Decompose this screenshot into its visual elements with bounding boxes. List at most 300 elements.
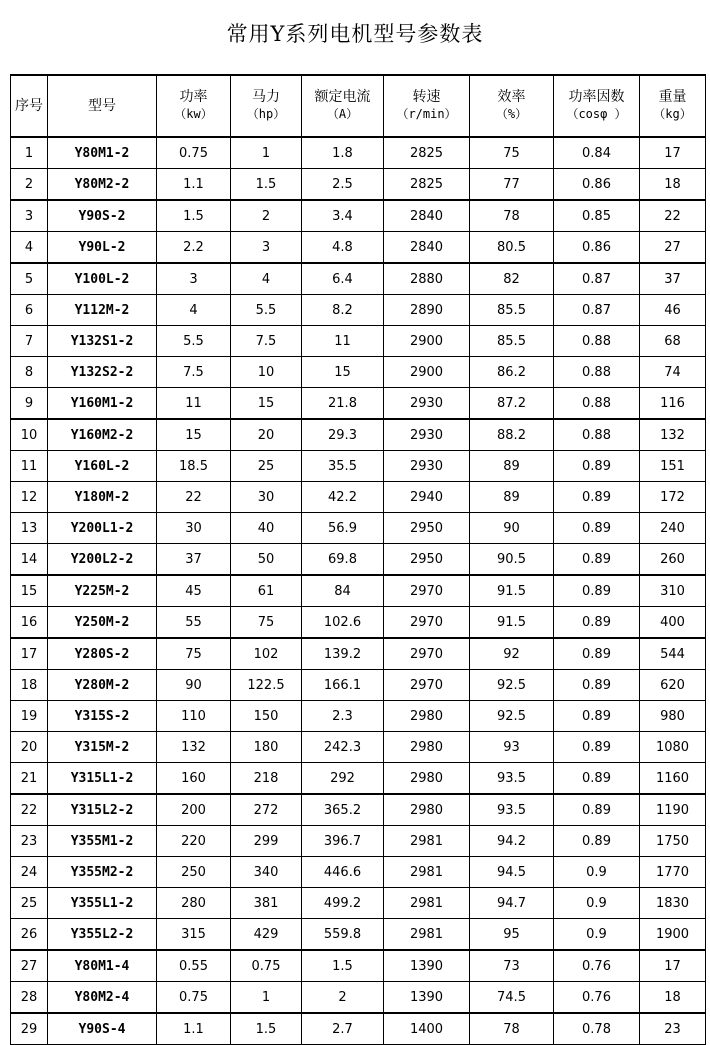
cell-model: Y132S2-2: [48, 357, 157, 388]
cell-efficiency: 78: [470, 1013, 554, 1045]
cell-index: 1: [11, 137, 48, 169]
cell-speed: 2880: [384, 263, 470, 295]
cell-weight: 172: [640, 482, 706, 513]
table-row: [11, 670, 706, 701]
cell-current: 11: [302, 326, 384, 357]
cell-weight: 27: [640, 232, 706, 264]
cell-horsepower: 20: [231, 419, 302, 451]
cell-model: Y200L1-2: [48, 513, 157, 544]
cell-model: Y315M-2: [48, 732, 157, 763]
cell-efficiency: 89: [470, 451, 554, 482]
cell-current: 2: [302, 982, 384, 1014]
cell-efficiency: 87.2: [470, 388, 554, 420]
table-row: [11, 451, 706, 482]
header-horsepower: 马力 （hp）: [231, 75, 302, 137]
cell-index: 2: [11, 169, 48, 201]
header-speed: 转速 （r/min）: [384, 75, 470, 137]
cell-index: 26: [11, 919, 48, 951]
table-row: [11, 388, 706, 420]
cell-speed: 1400: [384, 1013, 470, 1045]
cell-model: Y112M-2: [48, 295, 157, 326]
cell-index: 25: [11, 888, 48, 919]
cell-index: 14: [11, 544, 48, 576]
cell-current: 8.2: [302, 295, 384, 326]
cell-speed: 2970: [384, 607, 470, 639]
cell-index: 22: [11, 794, 48, 826]
cell-current: 42.2: [302, 482, 384, 513]
cell-speed: 2930: [384, 388, 470, 420]
cell-power: 5.5: [157, 326, 231, 357]
cell-model: Y160L-2: [48, 451, 157, 482]
cell-horsepower: 25: [231, 451, 302, 482]
cell-power: 22: [157, 482, 231, 513]
cell-speed: 2900: [384, 357, 470, 388]
cell-efficiency: 95: [470, 919, 554, 951]
cell-horsepower: 340: [231, 857, 302, 888]
cell-efficiency: 91.5: [470, 575, 554, 607]
cell-power: 30: [157, 513, 231, 544]
cell-speed: 2930: [384, 419, 470, 451]
cell-speed: 1390: [384, 950, 470, 982]
cell-weight: 18: [640, 169, 706, 201]
table-row: [11, 763, 706, 795]
cell-power: 220: [157, 826, 231, 857]
cell-current: 559.8: [302, 919, 384, 951]
cell-index: 29: [11, 1013, 48, 1045]
cell-horsepower: 272: [231, 794, 302, 826]
cell-power: 200: [157, 794, 231, 826]
cell-efficiency: 89: [470, 482, 554, 513]
cell-efficiency: 73: [470, 950, 554, 982]
cell-efficiency: 93.5: [470, 794, 554, 826]
cell-weight: 17: [640, 950, 706, 982]
cell-index: 5: [11, 263, 48, 295]
cell-model: Y160M2-2: [48, 419, 157, 451]
cell-speed: 2825: [384, 169, 470, 201]
cell-model: Y80M1-4: [48, 950, 157, 982]
cell-horsepower: 1: [231, 137, 302, 169]
cell-power-factor: 0.89: [554, 513, 640, 544]
page-title: 常用Y系列电机型号参数表: [226, 22, 484, 46]
motor-parameter-table: [10, 74, 706, 1045]
cell-speed: 2950: [384, 544, 470, 576]
table-row: [11, 794, 706, 826]
cell-horsepower: 122.5: [231, 670, 302, 701]
cell-weight: 1770: [640, 857, 706, 888]
cell-weight: 1900: [640, 919, 706, 951]
cell-weight: 46: [640, 295, 706, 326]
header-power-factor: 功率因数 （cosφ ）: [554, 75, 640, 137]
cell-current: 35.5: [302, 451, 384, 482]
cell-weight: 400: [640, 607, 706, 639]
cell-horsepower: 10: [231, 357, 302, 388]
cell-power: 3: [157, 263, 231, 295]
cell-power-factor: 0.84: [554, 137, 640, 169]
cell-model: Y90S-2: [48, 200, 157, 232]
cell-index: 24: [11, 857, 48, 888]
header-model: 型号: [48, 75, 157, 137]
cell-index: 15: [11, 575, 48, 607]
cell-speed: 2981: [384, 826, 470, 857]
table-row: [11, 137, 706, 169]
header-power: 功率 （kw）: [157, 75, 231, 137]
cell-index: 17: [11, 638, 48, 670]
cell-horsepower: 30: [231, 482, 302, 513]
cell-horsepower: 429: [231, 919, 302, 951]
header-index: 序号: [11, 75, 48, 137]
cell-power-factor: 0.89: [554, 732, 640, 763]
cell-efficiency: 74.5: [470, 982, 554, 1014]
cell-power-factor: 0.9: [554, 919, 640, 951]
cell-speed: 1390: [384, 982, 470, 1014]
cell-current: 139.2: [302, 638, 384, 670]
cell-power-factor: 0.89: [554, 794, 640, 826]
cell-weight: 22: [640, 200, 706, 232]
cell-power-factor: 0.89: [554, 670, 640, 701]
cell-power-factor: 0.88: [554, 419, 640, 451]
cell-current: 69.8: [302, 544, 384, 576]
cell-model: Y80M1-2: [48, 137, 157, 169]
cell-power-factor: 0.87: [554, 295, 640, 326]
cell-horsepower: 0.75: [231, 950, 302, 982]
header-rated-current: 额定电流 （A）: [302, 75, 384, 137]
cell-power-factor: 0.86: [554, 232, 640, 264]
cell-efficiency: 91.5: [470, 607, 554, 639]
cell-current: 396.7: [302, 826, 384, 857]
table-row: [11, 232, 706, 264]
cell-current: 292: [302, 763, 384, 795]
cell-horsepower: 1: [231, 982, 302, 1014]
cell-horsepower: 102: [231, 638, 302, 670]
cell-current: 56.9: [302, 513, 384, 544]
cell-efficiency: 85.5: [470, 295, 554, 326]
cell-power-factor: 0.88: [554, 326, 640, 357]
cell-model: Y355L1-2: [48, 888, 157, 919]
cell-model: Y100L-2: [48, 263, 157, 295]
table-row: [11, 1013, 706, 1045]
cell-current: 1.8: [302, 137, 384, 169]
cell-horsepower: 7.5: [231, 326, 302, 357]
cell-weight: 240: [640, 513, 706, 544]
table-row: [11, 544, 706, 576]
cell-power-factor: 0.86: [554, 169, 640, 201]
cell-index: 8: [11, 357, 48, 388]
cell-weight: 620: [640, 670, 706, 701]
cell-efficiency: 90: [470, 513, 554, 544]
cell-power: 11: [157, 388, 231, 420]
cell-weight: 151: [640, 451, 706, 482]
cell-model: Y355L2-2: [48, 919, 157, 951]
cell-efficiency: 86.2: [470, 357, 554, 388]
cell-speed: 2825: [384, 137, 470, 169]
cell-horsepower: 1.5: [231, 1013, 302, 1045]
cell-weight: 544: [640, 638, 706, 670]
table-row: [11, 357, 706, 388]
cell-current: 4.8: [302, 232, 384, 264]
cell-weight: 116: [640, 388, 706, 420]
cell-efficiency: 94.7: [470, 888, 554, 919]
cell-horsepower: 218: [231, 763, 302, 795]
table-row: [11, 888, 706, 919]
cell-current: 242.3: [302, 732, 384, 763]
cell-efficiency: 92.5: [470, 670, 554, 701]
cell-model: Y250M-2: [48, 607, 157, 639]
cell-current: 6.4: [302, 263, 384, 295]
cell-speed: 2980: [384, 763, 470, 795]
cell-efficiency: 82: [470, 263, 554, 295]
cell-speed: 2970: [384, 670, 470, 701]
cell-horsepower: 50: [231, 544, 302, 576]
cell-index: 3: [11, 200, 48, 232]
cell-efficiency: 88.2: [470, 419, 554, 451]
cell-model: Y315L1-2: [48, 763, 157, 795]
cell-power-factor: 0.89: [554, 451, 640, 482]
table-row: [11, 638, 706, 670]
cell-speed: 2840: [384, 232, 470, 264]
table-row: [11, 982, 706, 1014]
cell-efficiency: 92: [470, 638, 554, 670]
cell-current: 2.5: [302, 169, 384, 201]
table-header-row: [11, 75, 706, 137]
cell-weight: 310: [640, 575, 706, 607]
cell-power-factor: 0.88: [554, 357, 640, 388]
cell-power-factor: 0.78: [554, 1013, 640, 1045]
cell-current: 84: [302, 575, 384, 607]
cell-index: 9: [11, 388, 48, 420]
cell-index: 12: [11, 482, 48, 513]
cell-weight: 1190: [640, 794, 706, 826]
cell-weight: 68: [640, 326, 706, 357]
cell-power: 110: [157, 701, 231, 732]
cell-current: 102.6: [302, 607, 384, 639]
cell-speed: 2940: [384, 482, 470, 513]
cell-model: Y180M-2: [48, 482, 157, 513]
cell-speed: 2981: [384, 857, 470, 888]
table-row: [11, 419, 706, 451]
cell-horsepower: 1.5: [231, 169, 302, 201]
cell-speed: 2840: [384, 200, 470, 232]
cell-weight: 23: [640, 1013, 706, 1045]
cell-current: 29.3: [302, 419, 384, 451]
cell-horsepower: 75: [231, 607, 302, 639]
cell-index: 13: [11, 513, 48, 544]
table-row: [11, 513, 706, 544]
cell-index: 23: [11, 826, 48, 857]
cell-weight: 18: [640, 982, 706, 1014]
cell-power: 250: [157, 857, 231, 888]
cell-model: Y225M-2: [48, 575, 157, 607]
cell-power: 1.1: [157, 1013, 231, 1045]
cell-power-factor: 0.87: [554, 263, 640, 295]
cell-weight: 1160: [640, 763, 706, 795]
cell-power-factor: 0.9: [554, 857, 640, 888]
cell-power: 75: [157, 638, 231, 670]
cell-index: 18: [11, 670, 48, 701]
cell-current: 15: [302, 357, 384, 388]
table-row: [11, 169, 706, 201]
cell-speed: 2950: [384, 513, 470, 544]
cell-efficiency: 92.5: [470, 701, 554, 732]
cell-model: Y80M2-4: [48, 982, 157, 1014]
cell-speed: 2980: [384, 701, 470, 732]
cell-weight: 17: [640, 137, 706, 169]
cell-index: 19: [11, 701, 48, 732]
cell-speed: 2890: [384, 295, 470, 326]
cell-model: Y280M-2: [48, 670, 157, 701]
cell-efficiency: 80.5: [470, 232, 554, 264]
cell-power: 15: [157, 419, 231, 451]
cell-horsepower: 15: [231, 388, 302, 420]
cell-current: 21.8: [302, 388, 384, 420]
cell-power: 55: [157, 607, 231, 639]
cell-index: 6: [11, 295, 48, 326]
cell-power-factor: 0.89: [554, 763, 640, 795]
cell-power: 4: [157, 295, 231, 326]
cell-power: 2.2: [157, 232, 231, 264]
cell-horsepower: 61: [231, 575, 302, 607]
cell-power-factor: 0.89: [554, 826, 640, 857]
cell-power: 0.75: [157, 137, 231, 169]
cell-weight: 132: [640, 419, 706, 451]
cell-weight: 1830: [640, 888, 706, 919]
cell-current: 166.1: [302, 670, 384, 701]
cell-power: 132: [157, 732, 231, 763]
cell-horsepower: 3: [231, 232, 302, 264]
cell-model: Y280S-2: [48, 638, 157, 670]
table-row: [11, 732, 706, 763]
cell-model: Y200L2-2: [48, 544, 157, 576]
cell-power: 45: [157, 575, 231, 607]
cell-index: 10: [11, 419, 48, 451]
cell-power-factor: 0.89: [554, 701, 640, 732]
cell-weight: 980: [640, 701, 706, 732]
cell-power-factor: 0.89: [554, 607, 640, 639]
table-row: [11, 263, 706, 295]
cell-index: 27: [11, 950, 48, 982]
cell-power: 1.5: [157, 200, 231, 232]
table-row: [11, 701, 706, 732]
cell-efficiency: 94.2: [470, 826, 554, 857]
cell-speed: 2970: [384, 638, 470, 670]
cell-power-factor: 0.89: [554, 482, 640, 513]
cell-weight: 1750: [640, 826, 706, 857]
cell-current: 2.3: [302, 701, 384, 732]
cell-efficiency: 78: [470, 200, 554, 232]
cell-power: 1.1: [157, 169, 231, 201]
header-weight: 重量 （kg）: [640, 75, 706, 137]
table-row: [11, 607, 706, 639]
cell-power-factor: 0.89: [554, 575, 640, 607]
table-body: [11, 137, 706, 1045]
table-row: [11, 826, 706, 857]
cell-model: Y90S-4: [48, 1013, 157, 1045]
cell-model: Y355M1-2: [48, 826, 157, 857]
cell-weight: 37: [640, 263, 706, 295]
cell-horsepower: 150: [231, 701, 302, 732]
cell-power-factor: 0.89: [554, 544, 640, 576]
cell-model: Y315S-2: [48, 701, 157, 732]
cell-efficiency: 93.5: [470, 763, 554, 795]
cell-power: 280: [157, 888, 231, 919]
cell-horsepower: 5.5: [231, 295, 302, 326]
cell-index: 7: [11, 326, 48, 357]
cell-index: 16: [11, 607, 48, 639]
cell-power-factor: 0.76: [554, 950, 640, 982]
table-row: [11, 857, 706, 888]
cell-horsepower: 180: [231, 732, 302, 763]
cell-speed: 2981: [384, 919, 470, 951]
cell-power-factor: 0.88: [554, 388, 640, 420]
cell-model: Y355M2-2: [48, 857, 157, 888]
cell-index: 4: [11, 232, 48, 264]
cell-model: Y132S1-2: [48, 326, 157, 357]
cell-power: 90: [157, 670, 231, 701]
cell-power: 37: [157, 544, 231, 576]
cell-power: 0.55: [157, 950, 231, 982]
cell-efficiency: 85.5: [470, 326, 554, 357]
cell-speed: 2981: [384, 888, 470, 919]
cell-horsepower: 4: [231, 263, 302, 295]
cell-model: Y315L2-2: [48, 794, 157, 826]
cell-model: Y90L-2: [48, 232, 157, 264]
cell-horsepower: 299: [231, 826, 302, 857]
cell-current: 2.7: [302, 1013, 384, 1045]
cell-power: 7.5: [157, 357, 231, 388]
cell-power-factor: 0.85: [554, 200, 640, 232]
cell-speed: 2970: [384, 575, 470, 607]
cell-power-factor: 0.9: [554, 888, 640, 919]
header-efficiency: 效率 （%）: [470, 75, 554, 137]
cell-index: 11: [11, 451, 48, 482]
cell-current: 446.6: [302, 857, 384, 888]
cell-weight: 260: [640, 544, 706, 576]
table-row: [11, 295, 706, 326]
cell-speed: 2980: [384, 794, 470, 826]
table-row: [11, 482, 706, 513]
cell-speed: 2900: [384, 326, 470, 357]
cell-efficiency: 90.5: [470, 544, 554, 576]
cell-current: 365.2: [302, 794, 384, 826]
cell-current: 3.4: [302, 200, 384, 232]
cell-power-factor: 0.89: [554, 638, 640, 670]
cell-index: 20: [11, 732, 48, 763]
table-row: [11, 326, 706, 357]
cell-power-factor: 0.76: [554, 982, 640, 1014]
cell-model: Y80M2-2: [48, 169, 157, 201]
cell-model: Y160M1-2: [48, 388, 157, 420]
table-row: [11, 200, 706, 232]
cell-efficiency: 93: [470, 732, 554, 763]
cell-weight: 74: [640, 357, 706, 388]
cell-horsepower: 381: [231, 888, 302, 919]
cell-speed: 2930: [384, 451, 470, 482]
cell-speed: 2980: [384, 732, 470, 763]
cell-efficiency: 75: [470, 137, 554, 169]
cell-efficiency: 94.5: [470, 857, 554, 888]
table-row: [11, 950, 706, 982]
table-row: [11, 575, 706, 607]
cell-index: 21: [11, 763, 48, 795]
cell-power: 0.75: [157, 982, 231, 1014]
cell-index: 28: [11, 982, 48, 1014]
cell-current: 499.2: [302, 888, 384, 919]
cell-weight: 1080: [640, 732, 706, 763]
cell-horsepower: 40: [231, 513, 302, 544]
cell-horsepower: 2: [231, 200, 302, 232]
cell-efficiency: 77: [470, 169, 554, 201]
cell-power: 315: [157, 919, 231, 951]
cell-power: 18.5: [157, 451, 231, 482]
